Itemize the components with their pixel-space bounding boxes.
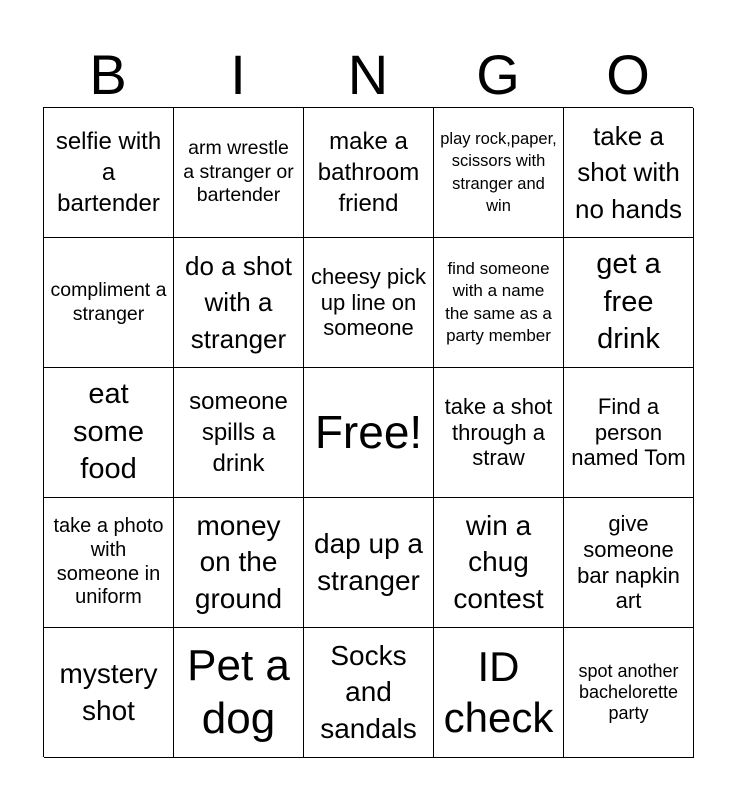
free-space[interactable]: Free! (304, 368, 434, 498)
bingo-cell[interactable]: arm wrestle a stranger or bartender (174, 108, 304, 238)
bingo-cell[interactable]: compliment a stranger (44, 238, 174, 368)
header-letter-i: I (230, 43, 246, 106)
bingo-cell[interactable]: play rock,paper, scissors with stranger and win (434, 108, 564, 238)
header-letter-b: B (89, 43, 127, 106)
bingo-cell[interactable]: find someone with a name the same as a party member (434, 238, 564, 368)
header-letter-o: O (606, 43, 650, 106)
bingo-cell[interactable]: ID check (434, 628, 564, 758)
bingo-cell[interactable]: Find a person named Tom (564, 368, 694, 498)
bingo-cell[interactable]: money on the ground (174, 498, 304, 628)
bingo-cell[interactable]: spot another bachelorette party (564, 628, 694, 758)
bingo-cell[interactable]: cheesy pick up line on someone (304, 238, 434, 368)
bingo-cell[interactable]: make a bathroom friend (304, 108, 434, 238)
bingo-cell[interactable]: take a photo with someone in uniform (44, 498, 174, 628)
bingo-grid (43, 107, 693, 757)
bingo-cell[interactable]: get a free drink (564, 238, 694, 368)
bingo-cell[interactable]: selfie with a bartender (44, 108, 174, 238)
bingo-header (43, 44, 693, 106)
header-letter-n: N (347, 43, 389, 106)
bingo-cell[interactable]: eat some food (44, 368, 174, 498)
bingo-cell[interactable]: someone spills a drink (174, 368, 304, 498)
bingo-cell[interactable]: win a chug contest (434, 498, 564, 628)
bingo-cell[interactable]: Socks and sandals (304, 628, 434, 758)
bingo-cell[interactable]: dap up a stranger (304, 498, 434, 628)
bingo-cell[interactable]: mystery shot (44, 628, 174, 758)
bingo-cell[interactable]: do a shot with a stranger (174, 238, 304, 368)
bingo-cell[interactable]: take a shot with no hands (564, 108, 694, 238)
bingo-cell[interactable]: give someone bar napkin art (564, 498, 694, 628)
bingo-cell[interactable]: Pet a dog (174, 628, 304, 758)
header-letter-g: G (476, 43, 520, 106)
bingo-cell[interactable]: take a shot through a straw (434, 368, 564, 498)
